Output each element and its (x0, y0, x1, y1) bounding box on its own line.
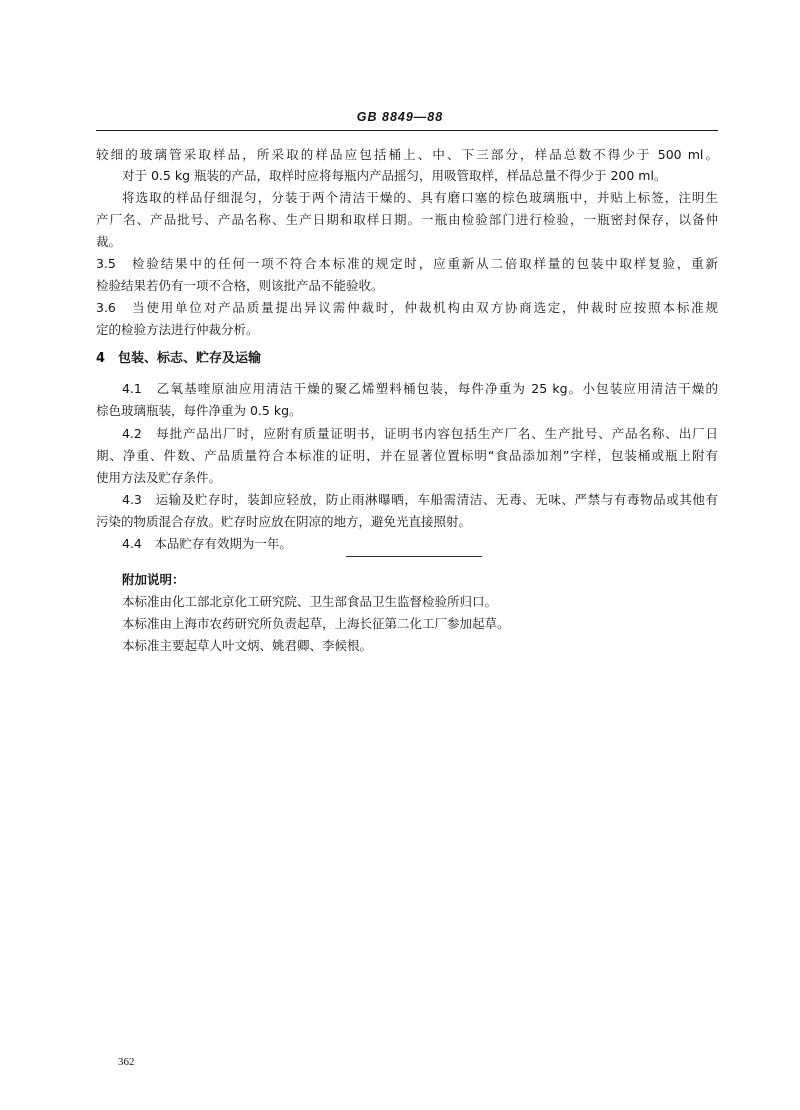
section-4-title: 4 包装、标志、贮存及运输 (96, 351, 262, 366)
clause-4-3: 4.3 运输及贮存时，装卸应轻放，防止雨淋曝晒，车船需清洁、无毒、无味、严禁与有毒物品或其他有 (122, 492, 718, 507)
clause-4-2: 4.2 每批产品出厂时，应附有质量证明书，证明书内容包括生产厂名、生产批号、产品名称、出厂日 (122, 426, 718, 441)
body-line: 定的检验方法进行仲裁分析。 (96, 322, 259, 337)
body-line: 较细的玻璃管采取样品，所采取的样品应包括桶上、中、下三部分，样品总数不得少于 500 ml。 (96, 147, 718, 162)
additional-note-line: 本标准主要起草人叶文炳、姚君卿、李候根。 (122, 638, 373, 653)
body-line: 污染的物质混合存放。贮存时应放在阴凉的地方，避免光直接照射。 (96, 514, 472, 529)
page-number: 362 (118, 1056, 135, 1068)
end-of-text-rule (346, 556, 482, 557)
body-line: 裁。 (96, 234, 122, 249)
additional-note-line: 本标准由化工部北京化工研究院、卫生部食品卫生监督检验所归口。 (122, 594, 498, 609)
clause-4-1: 4.1 乙氧基喹原油应用清洁干燥的聚乙烯塑料桶包装，每件净重为 25 kg。小包装应用清洁干燥的 (122, 381, 718, 396)
body-line: 对于 0.5 kg 瓶装的产品，取样时应将每瓶内产品摇匀，用吸管取样，样品总量不得少于 200 ml。 (122, 168, 667, 183)
body-line: 期、净重、件数、产品质量符合本标准的证明，并在显著位置标明“食品添加剂”字样，包装桶或瓶上附有 (96, 448, 718, 463)
clause-4-4: 4.4 本品贮存有效期为一年。 (122, 536, 292, 551)
body-line: 棕色玻璃瓶装，每件净重为 0.5 kg。 (96, 403, 302, 418)
clause-3-6: 3.6 当使用单位对产品质量提出异议需仲裁时，仲裁机构由双方协商选定，仲裁时应按照本标准规 (96, 300, 718, 315)
body-line: 检验结果若仍有一项不合格，则该批产品不能验收。 (96, 278, 384, 293)
additional-note-line: 本标准由上海市农药研究所负责起草，上海长征第二化工厂参加起草。 (122, 616, 510, 631)
body-line: 使用方法及贮存条件。 (96, 470, 222, 485)
header-rule (96, 130, 718, 131)
body-line: 产厂名、产品批号、产品名称、生产日期和取样日期。一瓶由检验部门进行检验，一瓶密封保存，以备仲 (96, 212, 718, 227)
additional-notes-title: 附加说明： (122, 572, 185, 587)
body-line: 将选取的样品仔细混匀，分装于两个清洁干燥的、具有磨口塞的棕色玻璃瓶中，并贴上标签，注明生 (122, 190, 718, 205)
standard-code-header: GB 8849—88 (356, 110, 444, 124)
clause-3-5: 3.5 检验结果中的任何一项不符合本标准的规定时，应重新从二倍取样量的包装中取样复验，重新 (96, 256, 718, 271)
